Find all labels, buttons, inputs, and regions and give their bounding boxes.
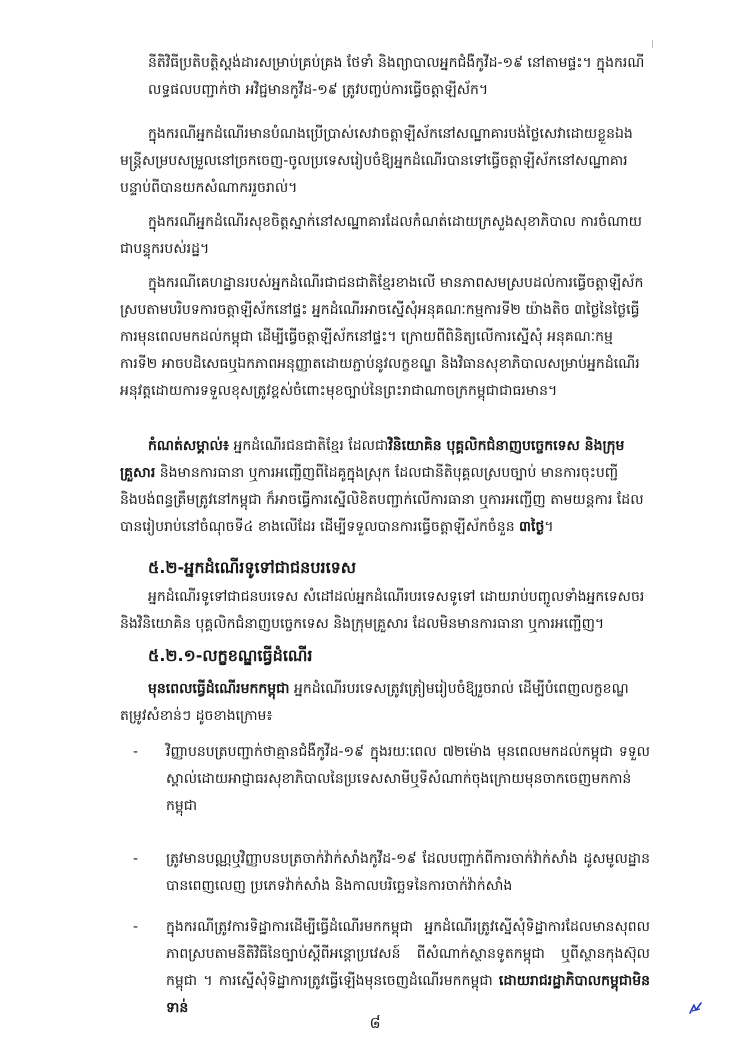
section-heading-5-2-1: ៥.២.១-លក្ខខណ្ឌធ្វើដំណើរ [148,646,313,665]
bullet-dash: - [133,919,139,935]
note-label: កំណត់សម្គាល់៖ [148,438,230,454]
paragraph-note [120,433,650,541]
visa-bold-end: ដោយរាជរដ្ឋាភិបាលកម្ពុជាមិនទាន់ [166,973,650,1016]
note-text-a: អ្នកដំណើរជនជាតិខ្មែរ ដែលជា [229,438,389,454]
paragraph-4: ក្នុងករណីគេហដ្ឋានរបស់អ្នកដំណើរជាជនជាតិខ្មែរខាងលើ មានភាពសមស្របដល់ការធ្វើចត្តាឡីស័កស្របតាមបរិបទការចត្តាឡីស័កនៅផ្ទះ អ្នកដំណើរអាចស្នើសុំអនុគណៈកម្មការទី២ យ៉ាងតិច ៣ថ្ងៃនៃថ្ងៃធ្វើការមុនពេលមកដល់កម្ពុជា ដើម្បីធ្វើចត្តាឡីស័កនៅផ្ទះ។ ក្រោយពីពិនិត្យលើការស្នើសុំ អនុគណៈកម្មការទី២ អាចបដិសេធឬឯកភាពអនុញ្ញាតដោយភ្ជាប់នូវលក្ខខណ្ឌ និងវិធានសុខាភិបាលសម្រាប់អ្នកដំណើរអនុវត្តដោយការទទួលខុសត្រូវខ្ពស់ចំពោះមុខច្បាប់នៃព្រះរាជាណាចក្រកម្ពុជាជាធរមាន។ [120,275,644,399]
note-tail: ។ [544,519,554,535]
before-travel-label: មុនពេលធ្វើដំណើរមកកម្ពុជា [148,681,290,697]
before-travel-text: អ្នកដំណើរបរទេសត្រូវត្រៀមរៀបចំឱ្យរួចរាល់ ដើម្បីបំពេញលក្ខខណ្ឌតម្រូវសំខាន់ៗ ដូចខាងក្រោម៖ [120,681,629,724]
paragraph-foreign-travelers: អ្នកដំណើរទូទៅជាជនបរទេស សំដៅដល់អ្នកដំណើរបរទេសទូទៅ ដោយរាប់បញ្ចូលទាំងអ្នកទេសចរ និងវិនិយោគិន បុគ្គលិកជំនាញបច្ចេកទេស និងក្រុមគ្រួសារ ដែលមិនមានការធានា ឬការអញ្ជើញ។ [120,589,645,632]
paragraph-1: នីតិវិធីប្រតិបត្តិស្តង់ដារសម្រាប់គ្រប់គ្រង ថែទាំ និងព្យាបាលអ្នកជំងឺកូវីដ-១៩ នៅតាមផ្ទះ។ ក្នុងករណីលទ្ធផលបញ្ជាក់ថា អវិជ្ជមានកូវីដ-១៩ ត្រូវបញ្ចប់ការធ្វើចត្តាឡីស័ក។ [148,55,645,98]
paragraph-before-travel [120,676,650,730]
paragraph-2: ក្នុងករណីអ្នកដំណើរមានបំណងប្រើប្រាស់សេវាចត្តាឡីស័កនៅសណ្ឋាគារបង់ថ្លៃសេវាដោយខ្លួនឯង មន្ត្រីសម្របសម្រួលនៅច្រកចេញ-ចូលប្រទេសរៀបចំឱ្យអ្នកដំណើរបានទៅធ្វើចត្តាឡីស័កនៅសណ្ឋាគារ បន្ទាប់ពីបានយកសំណាកររួចរាល់។ [120,126,633,196]
bullet-dash: - [133,744,139,760]
note-investors: វិនិយោគិន បុគ្គលិកជំនាញបច្ចេកទេស និងក្រុមគ្រួសារ [120,438,625,481]
bullet-item-visa [166,914,650,1022]
note-text-b: និងមានការធានា ឬការអញ្ជើញពីដៃគូក្នុងស្រុក ដែលជានីតិបុគ្គលស្របច្បាប់ មានការចុះបញ្ជី និងបង់ពន្ធត្រឹមត្រូវនៅកម្ពុជា ក៏អាចធ្វើការស្នើលិខិតបញ្ជាក់លើការធានា ឬការអញ្ជើញ តាមយន្តការ ដែលបានរៀបរាប់នៅចំណុចទី៤ ខាងលើដែរ ដើម្បីទទួលបានការធ្វើចត្តាឡីស័កចំនួន [120,465,644,535]
section-heading-5-2: ៥.២-អ្នកដំណើរទូទៅជាជនបរទេស [148,558,357,577]
page-number: ៨ [369,1013,381,1032]
visa-text: ក្នុងករណីត្រូវការទិដ្ឋាការដើម្បីធ្វើដំណើរមកកម្ពុជា អ្នកដំណើរត្រូវស្នើសុំទិដ្ឋាការដែលមានសុពលភាពស្របតាមនីតិវិធីនៃច្បាប់ស្តីពីអន្តោប្រវេសន៍ ពីសំណាក់ស្ថានទូតកម្ពុជា ឬពីស្ថានកុងស៊ុលកម្ពុជា ។ ការស្នើសុំទិដ្ឋាការត្រូវធ្វើឡើងមុនចេញដំណើរមកកម្ពុជា [166,919,650,989]
paragraph-3: ក្នុងករណីអ្នកដំណើរសុខចិត្តស្នាក់នៅសណ្ឋាគារដែលកំណត់ដោយក្រសួងសុខាភិបាល ការចំណាយជាបន្ទុករបស់រដ្ឋ។ [120,214,642,257]
bullet-dash: - [133,851,139,867]
margin-mark [652,40,653,48]
bullet-item-vaccination-card: ត្រូវមានបណ្ណឬវិញ្ញាបនបត្រចាក់វ៉ាក់សាំងកូវីដ-១៩ ដែលបញ្ជាក់ពីការចាក់វ៉ាក់សាំង ដូសមូលដ្ឋានបានពេញលេញ ប្រភេទវ៉ាក់សាំង និងកាលបរិច្ឆេទនៃការចាក់វ៉ាក់សាំង [166,851,650,894]
note-days: ៣ថ្ងៃ [519,519,545,535]
bullet-item-test-certificate: វិញ្ញាបនបត្របញ្ជាក់ថាគ្មានជំងឺកូវីដ-១៩ ក្នុងរយៈពេល ៧២ម៉ោង មុនពេលមកដល់កម្ពុជា ទទួលស្គាល់ដោយអាជ្ញាធរសុខាភិបាលនៃប្រទេសសាមីឬទីសំណាក់ចុងក្រោយមុនចាកចេញមកកាន់កម្ពុជា [166,744,650,814]
